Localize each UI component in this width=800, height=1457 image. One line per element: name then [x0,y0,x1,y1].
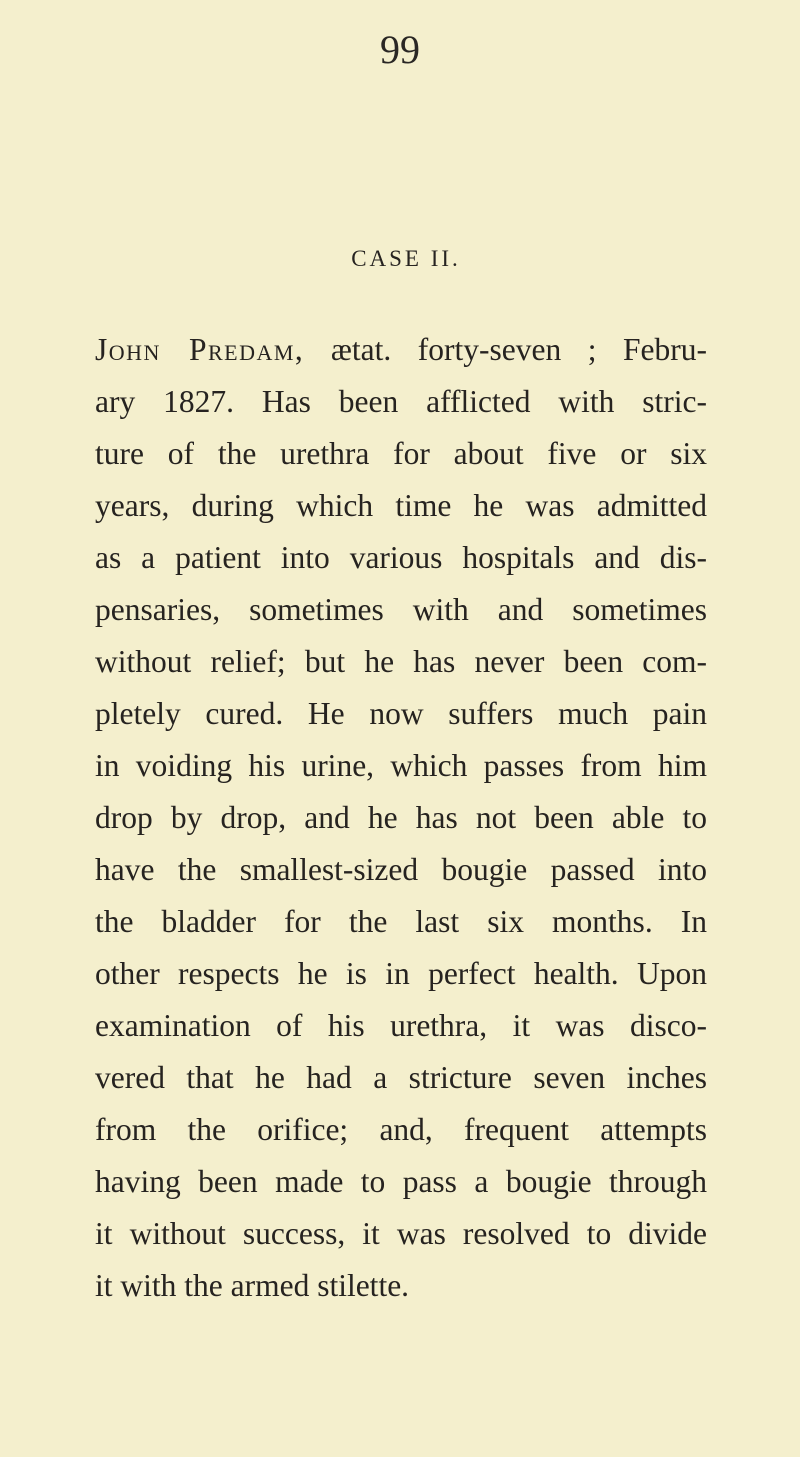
text-line: pensaries, sometimes with and sometimes [95,592,707,627]
text-line: in voiding his urine, which passes from him [95,748,707,783]
text-line: the bladder for the last six months. In [95,904,707,939]
text-line: vered that he had a stricture seven inches [95,1060,707,1095]
text-line: having been made to pass a bougie through [95,1164,707,1199]
page-number: 99 [380,27,420,72]
text-line: pletely cured. He now suffers much pain [95,696,707,731]
first-line-rest: ætat. forty-seven ; Febru- [304,332,708,367]
text-line [95,324,707,376]
text-line: as a patient into various hospitals and dis- [95,540,707,575]
text-line: have the smallest-sized bougie passed into [95,852,707,887]
text-line: from the orifice; and, frequent attempts [95,1112,707,1147]
text-line: years, during which time he was admitted [95,488,707,523]
text-line: ture of the urethra for about five or six [95,436,707,471]
text-line: it with the armed stilette. [95,1268,410,1303]
text-line: other respects he is in perfect health. Upon [95,956,707,991]
text-line: it without success, it was resolved to divide [95,1216,707,1251]
case-heading: CASE II. [351,246,461,271]
text-line: examination of his urethra, it was disco- [95,1008,707,1043]
patient-name: John Predam, [95,332,305,367]
text-line: ary 1827. Has been afflicted with stric- [95,384,707,419]
text-line: drop by drop, and he has not been able to [95,800,707,835]
text-line: without relief; but he has never been com- [95,644,707,679]
